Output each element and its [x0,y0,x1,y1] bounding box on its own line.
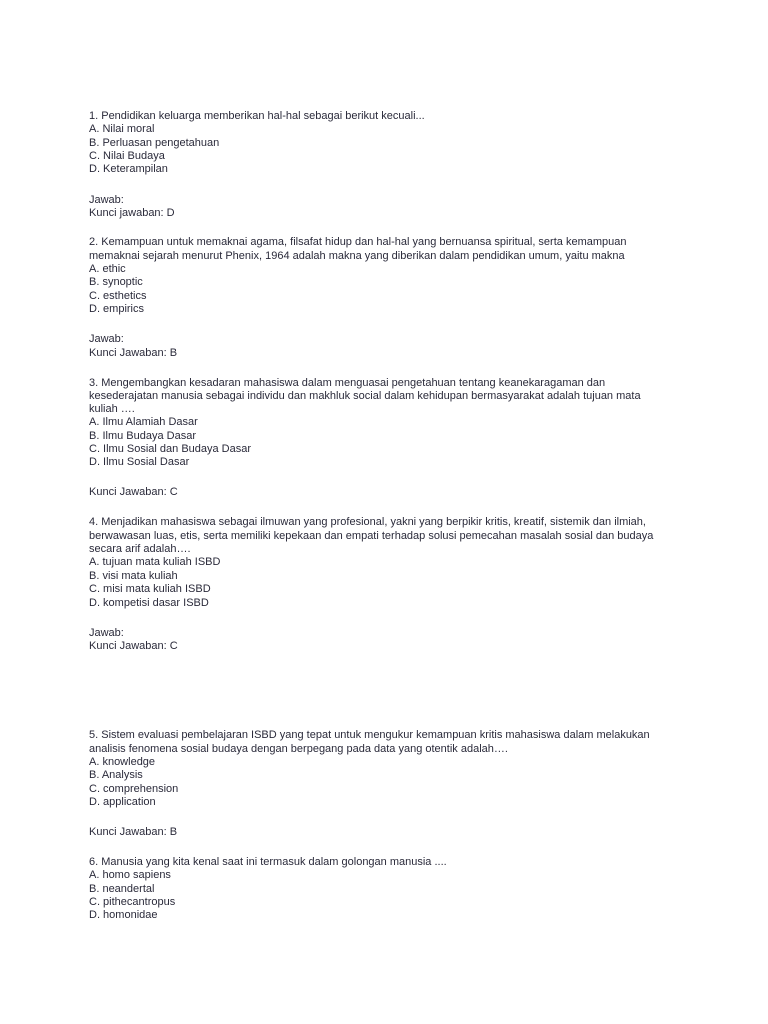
question-4-jawab: Jawab: [89,627,124,639]
question-4-option-d: D. kompetisi dasar ISBD [89,597,209,609]
question-1-answer: Kunci jawaban: D [89,207,175,219]
question-4-text-line-3: secara arif adalah…. [89,543,191,555]
question-6-option-b: B. neandertal [89,883,155,895]
question-4-option-a: A. tujuan mata kuliah ISBD [89,556,221,568]
question-2-option-d: D. empirics [89,303,145,315]
question-2-text-line-2: memaknai sejarah menurut Phenix, 1964 adalah makna yang diberikan dalam pendidikan umum, yaitu makna [89,250,625,262]
question-1-option-d: D. Keterampilan [89,163,168,175]
question-3-option-d: D. Ilmu Sosial Dasar [89,456,190,468]
question-2-text-line-1: 2. Kemampuan untuk memaknai agama, filsafat hidup dan hal-hal yang bernuansa spiritual, serta kemampuan [89,236,627,248]
question-5-option-d: D. application [89,796,156,808]
question-5-text-line-1: 5. Sistem evaluasi pembelajaran ISBD yang tepat untuk mengukur kemampuan kritis mahasiswa dalam melakukan [89,729,650,741]
question-2-jawab: Jawab: [89,333,124,345]
question-3-answer: Kunci Jawaban: C [89,486,178,498]
question-4-option-b: B. visi mata kuliah [89,570,178,582]
question-5-option-c: C. comprehension [89,783,179,795]
question-1-option-c: C. Nilai Budaya [89,150,165,162]
question-4-answer: Kunci Jawaban: C [89,640,178,652]
question-6-option-d: D. homonidae [89,909,158,921]
question-5-option-a: A. knowledge [89,756,156,768]
question-2-option-b: B. synoptic [89,276,143,288]
question-1-jawab: Jawab: [89,194,124,206]
question-2-option-a: A. ethic [89,263,126,275]
question-3-text-line-1: 3. Mengembangkan kesadaran mahasiswa dalam menguasai pengetahuan tentang keanekaragaman dan [89,377,606,389]
question-6-option-c: C. pithecantropus [89,896,176,908]
question-1-option-a: A. Nilai moral [89,123,155,135]
question-2-answer: Kunci Jawaban: B [89,347,178,359]
question-6-text: 6. Manusia yang kita kenal saat ini termasuk dalam golongan manusia .... [89,856,447,868]
question-4-option-c: C. misi mata kuliah ISBD [89,583,211,595]
question-5-option-b: B. Analysis [89,769,143,781]
question-1-option-b: B. Perluasan pengetahuan [89,137,220,149]
question-4-text-line-1: 4. Menjadikan mahasiswa sebagai ilmuwan yang profesional, yakni yang berpikir kritis, kreatif, sistemik dan ilmiah, [89,516,646,528]
question-3-text-line-2: kesederajatan manusia sebagai individu dan makhluk social dalam kehidupan bermasyarakat adalah tujuan mata [89,390,641,402]
question-3-option-a: A. Ilmu Alamiah Dasar [89,416,198,428]
question-3-text-line-3: kuliah …. [89,403,135,415]
question-5-text-line-2: analisis fenomena sosial budaya dengan berpegang pada data yang otentik adalah…. [89,743,508,755]
question-3-option-b: B. Ilmu Budaya Dasar [89,430,196,442]
question-3-option-c: C. Ilmu Sosial dan Budaya Dasar [89,443,252,455]
question-2-option-c: C. esthetics [89,290,147,302]
question-6-option-a: A. homo sapiens [89,869,171,881]
question-4-text-line-2: berwawasan luas, etis, serta memiliki kepekaan dan empati terhadap solusi pemecahan masalah sosial dan budaya [89,530,654,542]
question-1-text: 1. Pendidikan keluarga memberikan hal-hal sebagai berikut kecuali... [89,110,425,122]
question-5-answer: Kunci Jawaban: B [89,826,178,838]
